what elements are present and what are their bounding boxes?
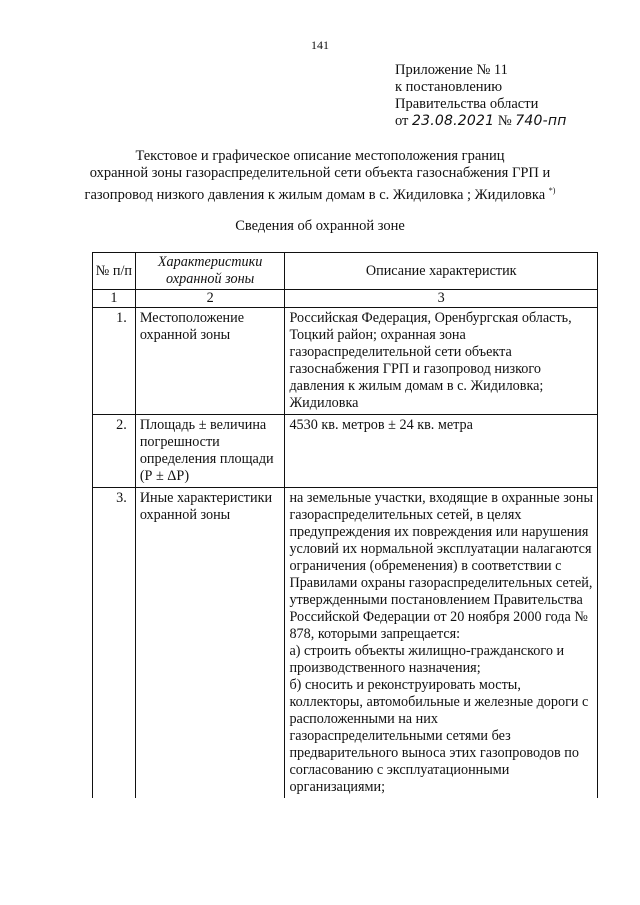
row-description-item-a: а) строить объекты жилищно-гражданского и производственного назначения; (289, 643, 565, 676)
header-characteristics: Характеристики охранной зоны (135, 253, 285, 290)
number-value: 740-пп (515, 113, 567, 129)
appendix-date-line (395, 113, 567, 130)
number-prefix: № (497, 113, 512, 129)
row-number: 3. (93, 488, 136, 799)
table-row (93, 488, 598, 799)
table-row (93, 308, 598, 415)
index-cell-3: 3 (285, 290, 598, 308)
header-number: № п/п (93, 253, 136, 290)
table-header-row (93, 253, 598, 290)
title-line-2: охранной зоны газораспределительной сети объекта газоснабжения ГРП и (89, 165, 551, 181)
row-description-item-b: б) сносить и реконструировать мосты, коллекторы, автомобильные и железные дороги с расположенными на них газораспределительными сетями без предварительного выноса этих газопроводов по согласованию с эксплуатационными организациями; (289, 677, 589, 795)
row-description: Российская Федерация, Оренбургская область, Тоцкий район; охранная зона газораспределительной сети объекта газоснабжения ГРП и газопровод низкого давления к жилым домам в с. Жидиловка; Жидиловка (285, 308, 598, 415)
index-cell-2: 2 (135, 290, 285, 308)
page-number: 141 (311, 38, 329, 52)
title-line-3-text: газопровод низкого давления к жилым домам в с. Жидиловка ; Жидиловка (84, 186, 546, 203)
section-title: Сведения об охранной зоне (235, 218, 405, 234)
appendix-line-3: Правительства области (395, 96, 539, 112)
row-description (285, 488, 598, 799)
row-characteristic: Площадь ± величина погрешности определения площади (Р ± ΔР) (135, 415, 285, 488)
row-characteristic: Иные характеристики охранной зоны (135, 488, 285, 799)
header-description: Описание характеристик (285, 253, 598, 290)
row-description-main: на земельные участки, входящие в охранные зоны газораспределительных сетей, в целях предупреждения их повреждения или нарушения условий их нормальной эксплуатации налагаются ограничения (обременения) в соответствии с Правилами охраны газораспределительных сетей, утвержденными постановлением Правительства Российской Федерации от 20 ноября 2000 года № 878, которыми запрещается: (289, 490, 594, 642)
index-cell-1: 1 (93, 290, 136, 308)
document-title (80, 148, 560, 204)
appendix-line-2: к постановлению (395, 79, 503, 95)
date-prefix: от (395, 113, 409, 129)
row-number: 1. (93, 308, 136, 415)
zone-table (92, 252, 598, 798)
row-characteristic: Местоположение охранной зоны (135, 308, 285, 415)
row-description: 4530 кв. метров ± 24 кв. метра (285, 415, 598, 488)
date-value: 23.08.2021 (412, 113, 495, 129)
appendix-line-1: Приложение № 11 (395, 62, 508, 78)
footnote-mark: *) (548, 186, 556, 195)
title-line-1: Текстовое и графическое описание местоположения границ (135, 148, 505, 164)
appendix-block (395, 62, 567, 130)
table-row (93, 415, 598, 488)
table-index-row (93, 290, 598, 308)
row-number: 2. (93, 415, 136, 488)
title-line-3 (80, 182, 560, 204)
